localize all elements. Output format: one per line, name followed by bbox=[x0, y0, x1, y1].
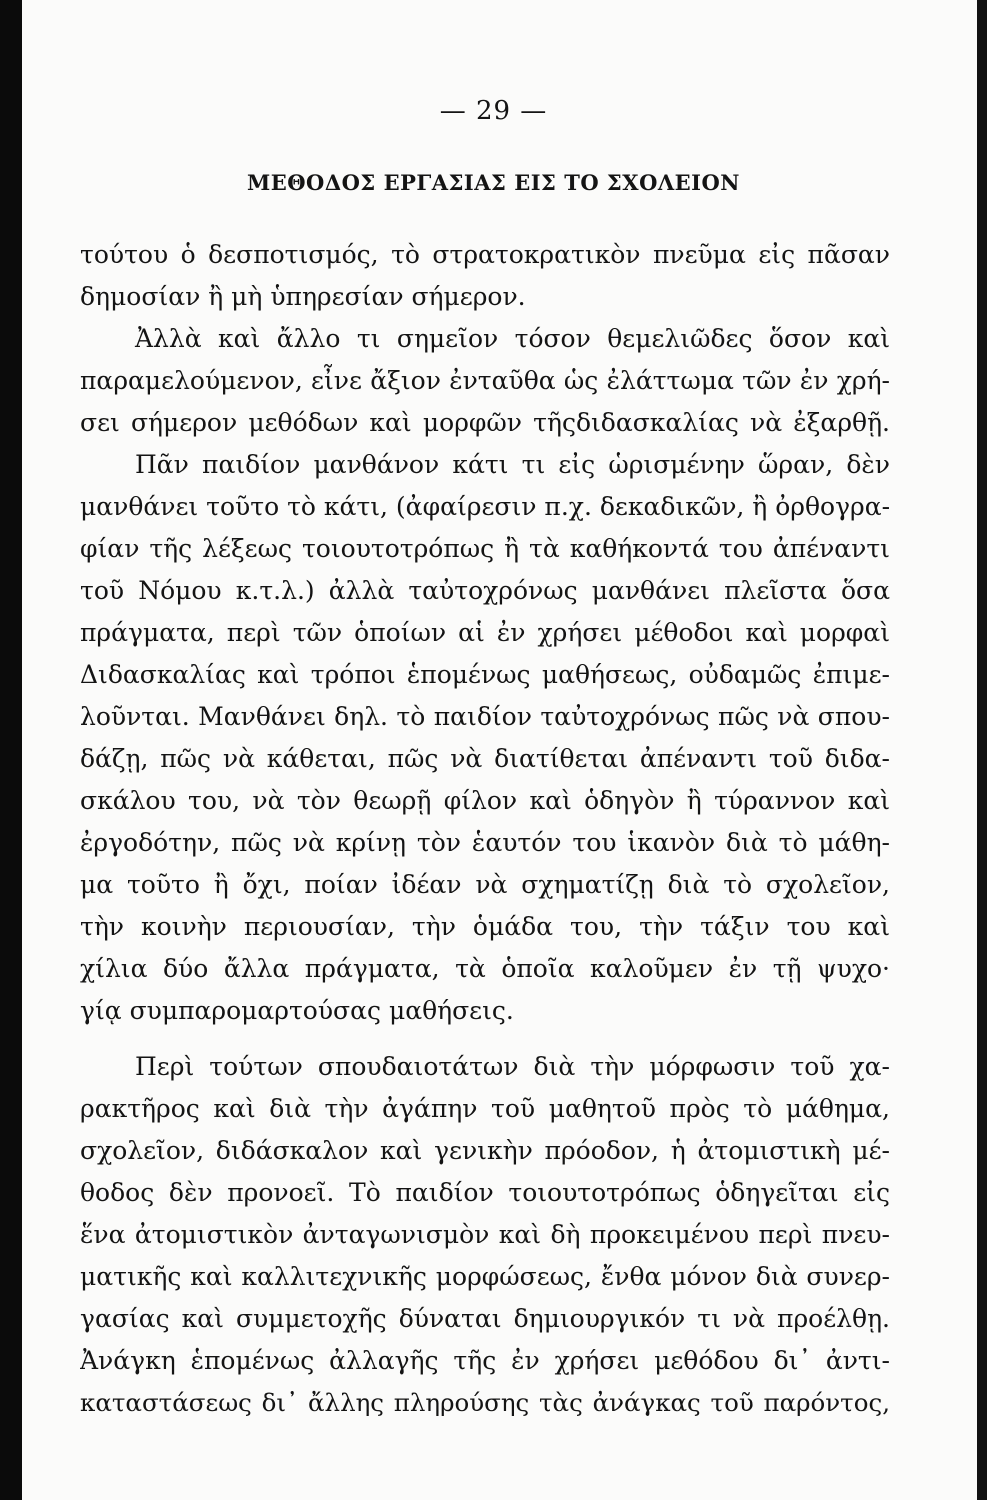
text-line: ἕνα ἀτομιστικὸν ἀνταγωνισμὸν καὶ δὴ προκειμένου περὶ πνευ- bbox=[80, 1220, 890, 1249]
text-line: γίᾳ συμπαρομαρτούσας μαθήσεις. bbox=[80, 996, 514, 1025]
text-line: τοῦ Νόμου κ.τ.λ.) ἀλλὰ ταὐτοχρόνως μανθάνει πλεῖστα ὅσα bbox=[80, 576, 890, 605]
text-line: καταστάσεως δι᾽ ἄλλης πληρούσης τὰς ἀνάγκας τοῦ παρόντος, bbox=[80, 1388, 890, 1417]
page-edge-right bbox=[977, 0, 987, 1500]
text-line: σχολεῖον, διδάσκαλον καὶ γενικὴν πρόοδον, ἡ ἀτομιστικὴ μέ- bbox=[80, 1136, 890, 1165]
text-line: παραμελούμενον, εἶνε ἄξιον ἐνταῦθα ὡς ἐλάττωμα τῶν ἐν χρή- bbox=[80, 366, 890, 395]
text-line: δάζῃ, πῶς νὰ κάθεται, πῶς νὰ διατίθεται ἀπέναντι τοῦ διδα- bbox=[80, 744, 890, 773]
text-line: Περὶ τούτων σπουδαιοτάτων διὰ τὴν μόρφωσιν τοῦ χα- bbox=[135, 1052, 890, 1081]
text-line: ματικῆς καὶ καλλιτεχνικῆς μορφώσεως, ἔνθα μόνον διὰ συνερ- bbox=[80, 1262, 890, 1291]
running-head: ΜΕΘΟΔΟΣ ΕΡΓΑΣΙΑΣ ΕΙΣ ΤΟ ΣΧΟΛΕΙΟΝ bbox=[247, 170, 740, 195]
text-line: σκάλου του, νὰ τὸν θεωρῇ φίλον καὶ ὁδηγὸν ἢ τύραννον καὶ bbox=[80, 786, 890, 815]
text-line: ρακτῆρος καὶ διὰ τὴν ἀγάπην τοῦ μαθητοῦ πρὸς τὸ μάθημα, bbox=[80, 1094, 890, 1123]
page-edge-left bbox=[0, 0, 22, 1500]
text-line: Ἀλλὰ καὶ ἄλλο τι σημεῖον τόσον θεμελιῶδες ὅσον καὶ bbox=[135, 324, 890, 353]
text-line: μανθάνει τοῦτο τὸ κάτι, (ἀφαίρεσιν π.χ. δεκαδικῶν, ἢ ὀρθογρα- bbox=[80, 492, 890, 521]
text-line: δημοσίαν ἢ μὴ ὑπηρεσίαν σήμερον. bbox=[80, 282, 526, 311]
page-number: — 29 — bbox=[439, 96, 548, 126]
text-line: Διδασκαλίας καὶ τρόποι ἑπομένως μαθήσεως, οὐδαμῶς ἐπιμε- bbox=[80, 660, 890, 689]
text-line: θοδος δὲν προνοεῖ. Τὸ παιδίον τοιουτοτρόπως ὁδηγεῖται εἰς bbox=[80, 1178, 890, 1207]
text-line: Πᾶν παιδίον μανθάνον κάτι τι εἰς ὡρισμένην ὥραν, δὲν bbox=[135, 450, 890, 479]
text-line: λοῦνται. Μανθάνει δηλ. τὸ παιδίον ταὐτοχρόνως πῶς νὰ σπου- bbox=[80, 702, 890, 731]
text-line: Ἀνάγκη ἑπομένως ἀλλαγῆς τῆς ἐν χρήσει μεθόδου δι᾽ ἀντι- bbox=[80, 1346, 890, 1375]
text-line: φίαν τῆς λέξεως τοιουτοτρόπως ἢ τὰ καθήκοντά του ἀπέναντι bbox=[80, 534, 890, 563]
text-line: τούτου ὁ δεσποτισμός, τὸ στρατοκρατικὸν πνεῦμα εἰς πᾶσαν bbox=[80, 240, 890, 269]
text-line: ἐργοδότην, πῶς νὰ κρίνῃ τὸν ἑαυτόν του ἱκανὸν διὰ τὸ μάθη- bbox=[80, 828, 890, 857]
text-line: χίλια δύο ἄλλα πράγματα, τὰ ὁποῖα καλοῦμεν ἐν τῇ ψυχο· bbox=[80, 954, 890, 983]
body-text bbox=[80, 234, 890, 1424]
text-line: σει σήμερον μεθόδων καὶ μορφῶν τῆςδιδασκαλίας νὰ ἐξαρθῇ. bbox=[80, 408, 890, 437]
text-line: πράγματα, περὶ τῶν ὁποίων αἱ ἐν χρήσει μέθοδοι καὶ μορφαὶ bbox=[80, 618, 890, 647]
text-line: γασίας καὶ συμμετοχῆς δύναται δημιουργικόν τι νὰ προέλθῃ. bbox=[80, 1304, 890, 1333]
text-line: τὴν κοινὴν περιουσίαν, τὴν ὁμάδα του, τὴν τάξιν του καὶ bbox=[80, 912, 890, 941]
text-line: μα τοῦτο ἢ ὄχι, ποίαν ἰδέαν νὰ σχηματίζῃ διὰ τὸ σχολεῖον, bbox=[80, 870, 890, 899]
